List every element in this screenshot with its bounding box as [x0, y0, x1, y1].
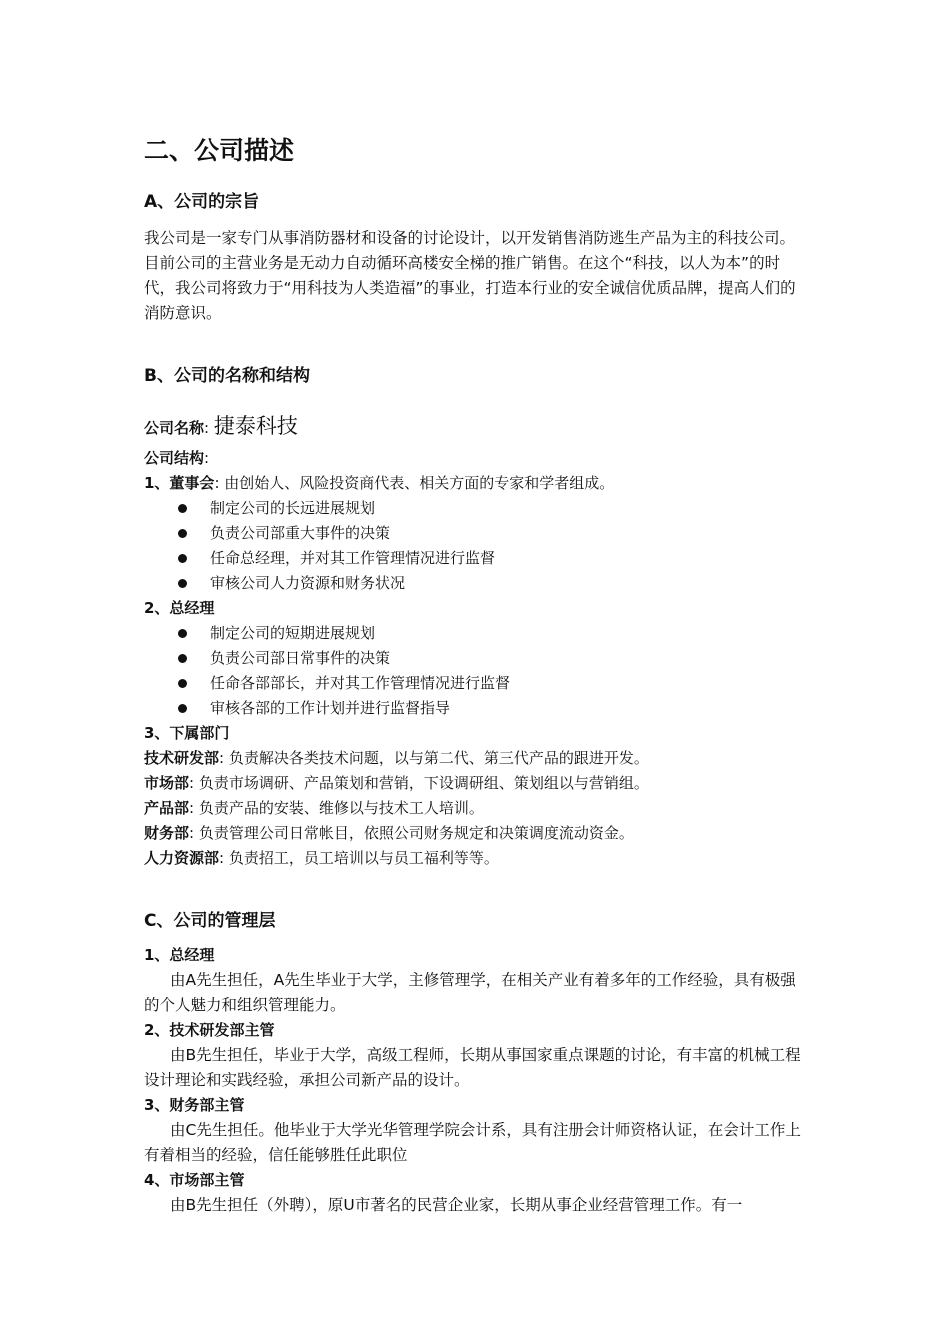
- list-item: 负责公司部日常事件的决策: [178, 646, 810, 671]
- dept-name: 财务部: [144, 824, 190, 842]
- section-a-body: 我公司是一家专门从事消防器材和设备的讨论设计，以开发销售消防逃生产品为主的科技公司。目前公司的主营业务是无动力自动循环高楼安全梯的推广销售。在这个“科技，以人为本”的时代，我公司将致力于“用科技为人类造福”的事业，打造本行业的安全诚信优质品牌，提高人们的消防意识。: [144, 229, 796, 322]
- dept-desc: 负责解决各类技术问题，以与第二代、第三代产品的跟进开发。: [228, 749, 649, 767]
- dept-line: 市场部: 负责市场调研、产品策划和营销，下设调研组、策划组以与营销组。: [144, 774, 649, 792]
- board-desc: 由创始人、风险投资商代表、相关方面的专家和学者组成。: [224, 474, 615, 492]
- dept-line: 财务部: 负责管理公司日常帐目，依照公司财务规定和决策调度流动资金。: [144, 824, 634, 842]
- depts-label: 3、下属部门: [144, 724, 230, 742]
- company-name-label: 公司名称: [144, 419, 205, 437]
- gm-label: 2、总经理: [144, 599, 215, 617]
- gm-list: [144, 621, 810, 721]
- company-name-line: 公司名称: 捷泰科技: [144, 414, 298, 438]
- dept-line: 产品部: 负责产品的安装、维修以与技术工人培训。: [144, 799, 484, 817]
- dept-name: 技术研发部: [144, 749, 220, 767]
- mgmt-item-desc: 由B先生担任（外聘），原U市著名的民营企业家，长期从事企业经营管理工作。有一: [170, 1196, 743, 1214]
- mgmt-item-title: 3、财务部主管: [144, 1096, 245, 1114]
- section-b-heading: B、公司的名称和结构: [144, 366, 310, 386]
- dept-desc: 负责管理公司日常帐目，依照公司财务规定和决策调度流动资金。: [198, 824, 634, 842]
- dept-name: 人力资源部: [144, 849, 220, 867]
- board-label: 1、董事会: [144, 474, 215, 492]
- dept-desc: 负责招工，员工培训以与员工福利等等。: [228, 849, 499, 867]
- section-a-heading: A、公司的宗旨: [144, 192, 260, 212]
- dept-name: 市场部: [144, 774, 190, 792]
- list-item: 制定公司的长远进展规划: [178, 496, 810, 521]
- dept-line: 技术研发部: 负责解决各类技术问题，以与第二代、第三代产品的跟进开发。: [144, 749, 649, 767]
- list-item: 审核各部的工作计划并进行监督指导: [178, 696, 810, 721]
- dept-line: 人力资源部: 负责招工，员工培训以与员工福利等等。: [144, 849, 499, 867]
- mgmt-item-title: 2、技术研发部主管: [144, 1021, 275, 1039]
- list-item: 任命总经理，并对其工作管理情况进行监督: [178, 546, 810, 571]
- list-item: 任命各部部长，并对其工作管理情况进行监督: [178, 671, 810, 696]
- list-item: 制定公司的短期进展规划: [178, 621, 810, 646]
- dept-desc: 负责市场调研、产品策划和营销，下设调研组、策划组以与营销组。: [198, 774, 649, 792]
- company-structure-line: 公司结构:: [144, 449, 210, 467]
- page-content: [144, 132, 810, 1218]
- mgmt-item-desc: 由B先生担任，毕业于大学，高级工程师，长期从事国家重点课题的讨论，有丰富的机械工程设计理论和实践经验，承担公司新产品的设计。: [144, 1046, 801, 1089]
- list-item: 审核公司人力资源和财务状况: [178, 571, 810, 596]
- section-c-heading: C、公司的管理层: [144, 911, 276, 931]
- mgmt-item-title: 1、总经理: [144, 946, 215, 964]
- page-title: 二、公司描述: [144, 136, 295, 165]
- company-structure-label: 公司结构: [144, 449, 205, 467]
- board-list: [144, 496, 810, 596]
- board-line: 1、董事会: 由创始人、风险投资商代表、相关方面的专家和学者组成。: [144, 474, 615, 492]
- dept-desc: 负责产品的安装、维修以与技术工人培训。: [198, 799, 484, 817]
- company-name-value: 捷泰科技: [213, 414, 298, 438]
- mgmt-item-desc: 由C先生担任。他毕业于大学光华管理学院会计系，具有注册会计师资格认证，在会计工作上有着相当的经验，信任能够胜任此职位: [144, 1121, 801, 1164]
- mgmt-item-desc: 由A先生担任，A先生毕业于大学，主修管理学，在相关产业有着多年的工作经验，具有极强的个人魅力和组织管理能力。: [144, 971, 796, 1014]
- dept-name: 产品部: [144, 799, 190, 817]
- list-item: 负责公司部重大事件的决策: [178, 521, 810, 546]
- mgmt-item-title: 4、市场部主管: [144, 1171, 245, 1189]
